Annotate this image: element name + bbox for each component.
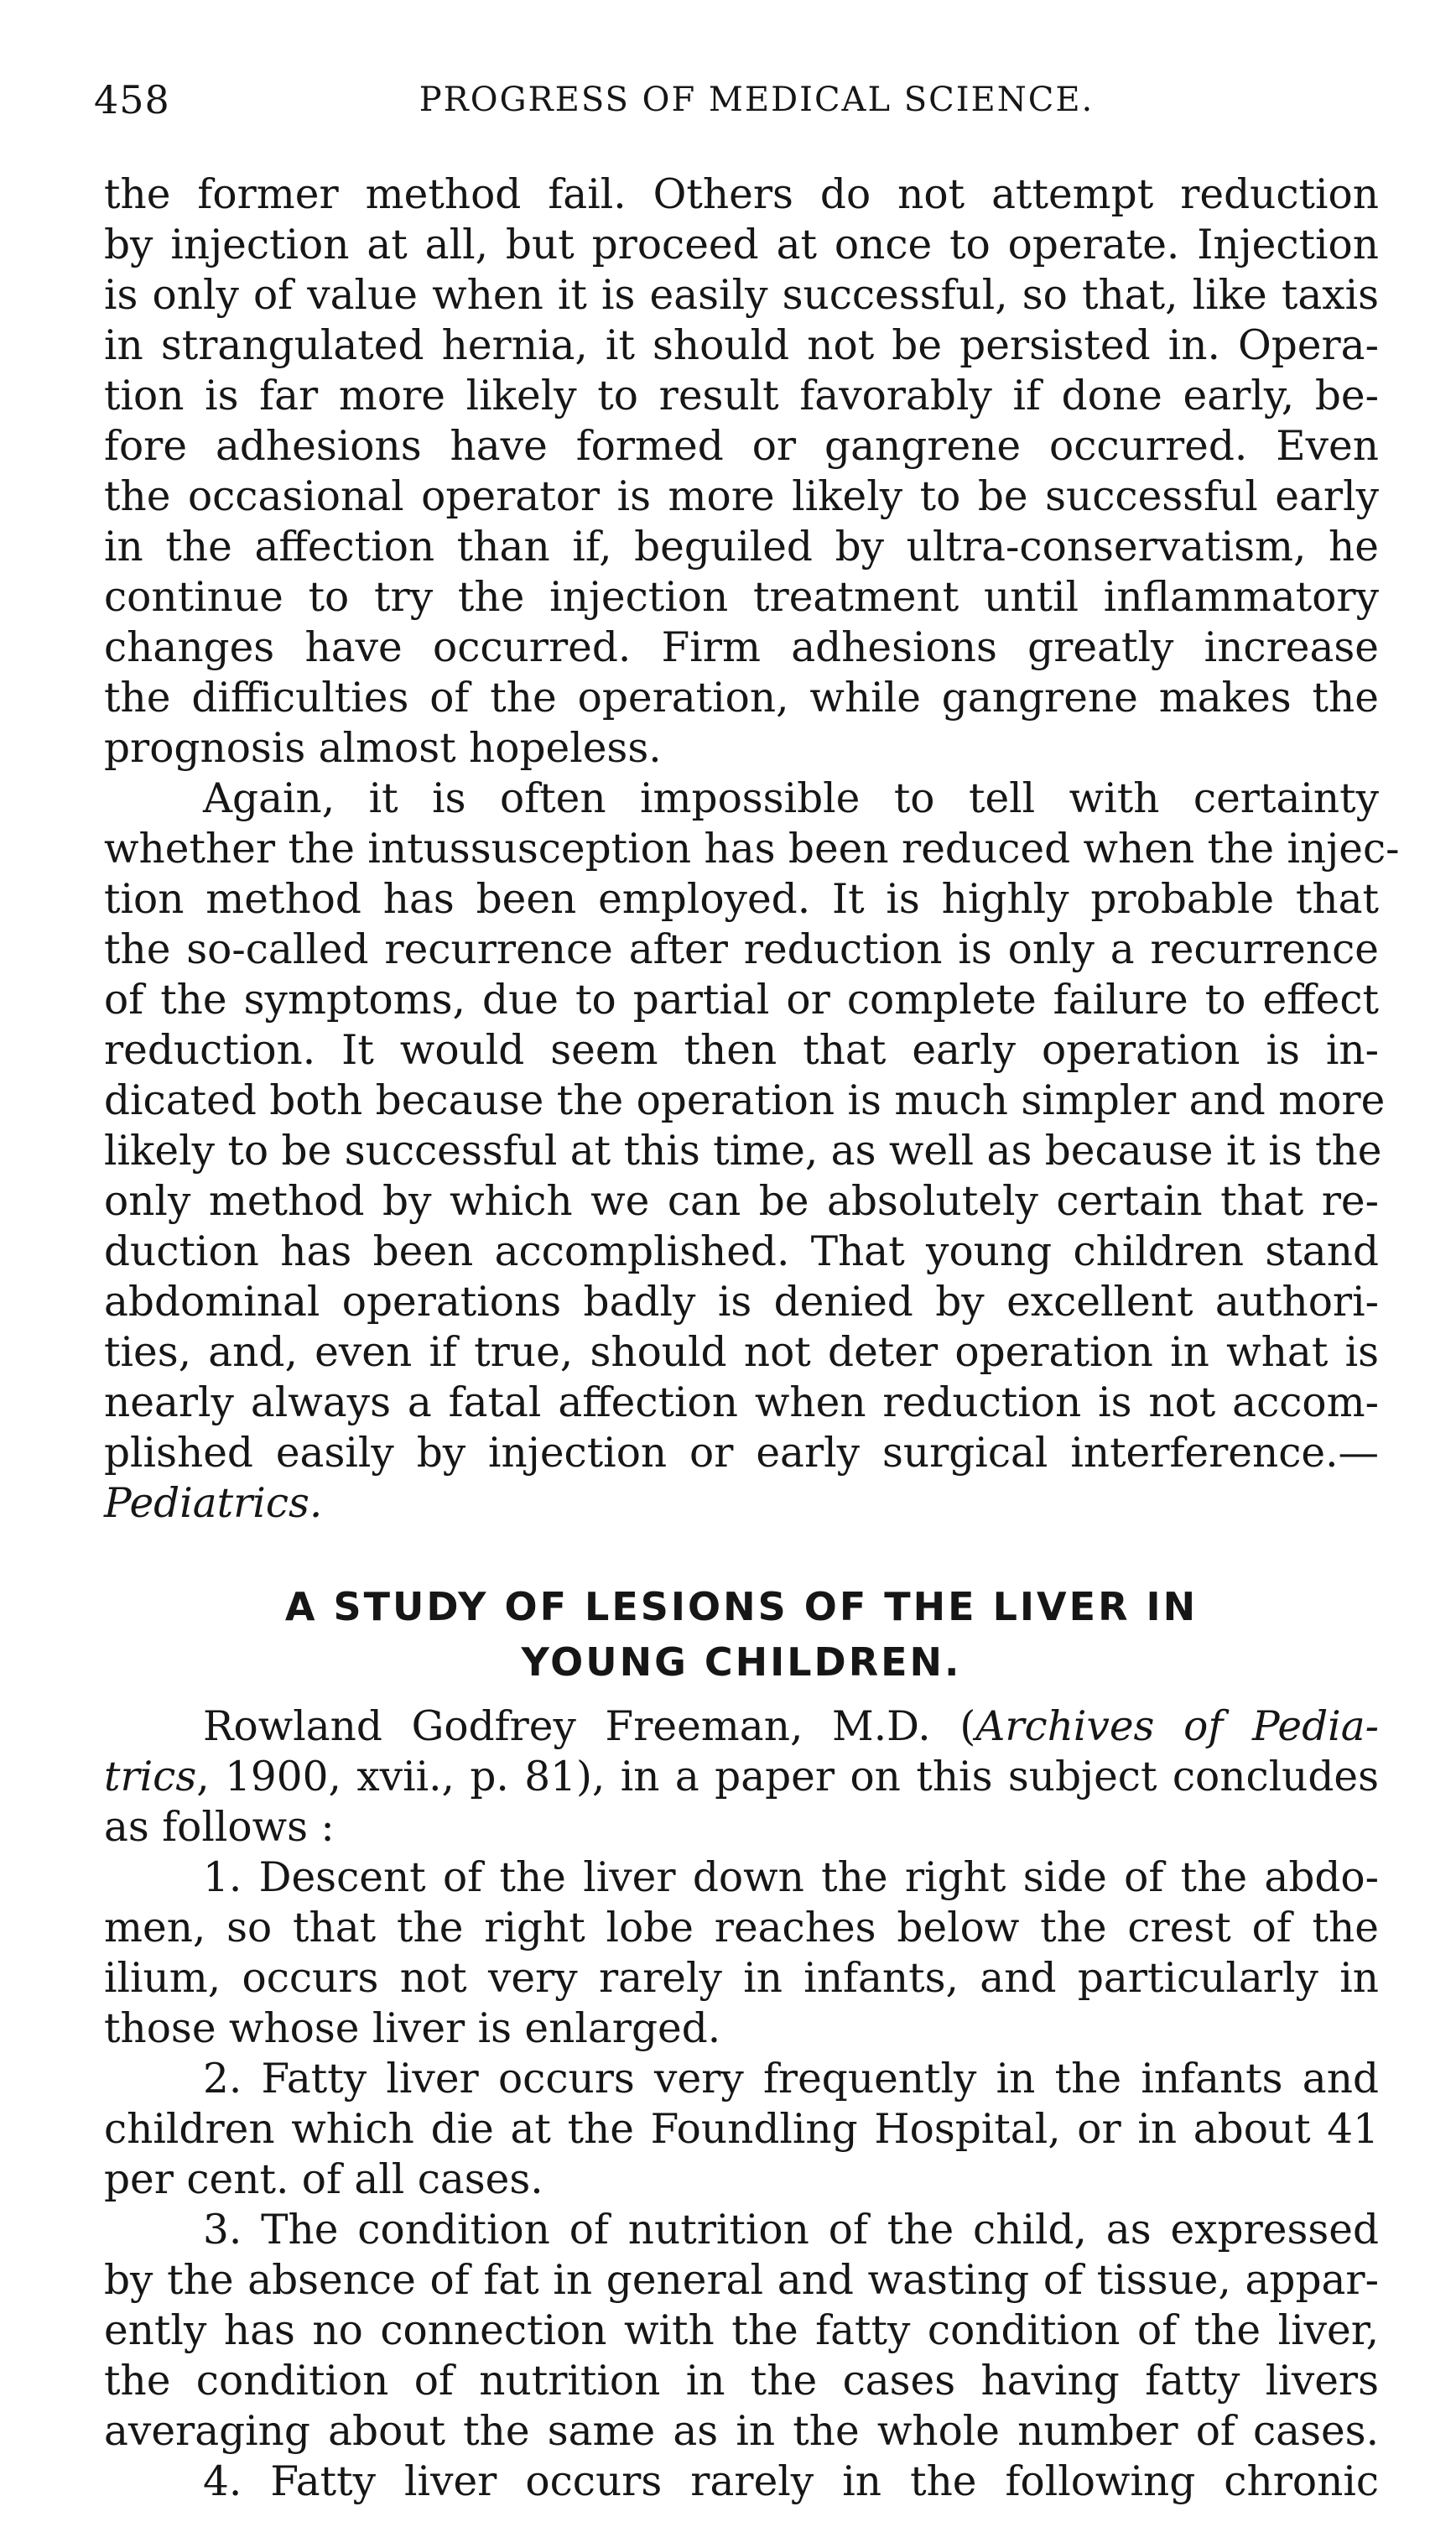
intro-text: , 1900, xvii., p. 81), in a paper on this subject concludes [196,1753,1379,1800]
list-item-3 [104,2205,1379,2457]
section-heading-line: YOUNG CHILDREN. [521,1639,962,1685]
section-heading-line: A STUDY OF LESIONS OF THE LIVER IN [284,1584,1199,1629]
text-line: tion is far more likely to result favorably if done early, be- [104,373,1379,419]
text-line: reduction. It would seem then that early operation is in- [104,1027,1379,1074]
list-item-1 [104,1852,1379,2054]
page-number: 458 [94,77,170,122]
journal-title: Archives of Pedia- [975,1703,1379,1750]
text-line: as follows : [104,1804,335,1851]
text-line: in the affection than if, beguiled by ultra-conservatism, he [104,524,1379,571]
text-line: Again, it is often impossible to tell with certainty [203,775,1379,822]
text-line: the occasional operator is more likely to be successful early [104,473,1379,520]
text-line: changes have occurred. Firm adhesions greatly increase [104,624,1379,671]
journal-title: trics [104,1753,197,1800]
text-line: ently has no connection with the fatty condition of the liver, [104,2307,1379,2354]
text-line: only method by which we can be absolutely certain that re- [104,1178,1379,1225]
text-line: 1. Descent of the liver down the right side of the abdo- [203,1854,1379,1901]
text-line: the former method fail. Others do not attempt reduction [104,171,1379,218]
text-line [104,1701,1379,1752]
list-item-2 [104,2054,1379,2205]
text-line: the difficulties of the operation, while gangrene makes the [104,675,1379,722]
running-head [94,77,1419,128]
text-line: abdominal operations badly is denied by excellent authori- [104,1279,1379,1326]
text-line: the so-called recurrence after reduction is only a recurrence [104,926,1379,973]
text-line: ties, and, even if true, should not deter operation in what is [104,1329,1379,1376]
body-text-bottom [104,1701,1379,2507]
section-heading [104,1579,1379,1690]
text-line: by injection at all, but proceed at once to operate. Injection [104,221,1379,268]
text-line: whether the intussusception has been reduced when the injec- [104,826,1400,873]
text-line: of the symptoms, due to partial or complete failure to effect [104,977,1379,1024]
paragraph-intro [104,1701,1379,1852]
text-line: ilium, occurs not very rarely in infants, and particularly in [104,1955,1379,2002]
text-line [104,1752,1379,1802]
text-line: per cent. of all cases. [104,2156,543,2203]
text-line: plished easily by injection or early surgical interference.— [104,1430,1379,1477]
text-line: in strangulated hernia, it should not be persisted in. Opera- [104,322,1379,369]
paragraph-reduction-methods [104,169,1379,774]
text-line: likely to be successful at this time, as well as because it is the [104,1128,1382,1175]
text-line: 3. The condition of nutrition of the child, as expressed [203,2207,1379,2254]
text-line: the condition of nutrition in the cases having fatty livers [104,2358,1379,2405]
text-line: men, so that the right lobe reaches below the crest of the [104,1904,1379,1951]
text-line: is only of value when it is easily successful, so that, like taxis [104,272,1379,319]
text-line: tion method has been employed. It is highly probable that [104,876,1379,923]
text-line: averaging about the same as in the whole number of cases. [104,2408,1379,2455]
intro-text: Rowland Godfrey Freeman, M.D. ( [203,1703,976,1750]
text-line: prognosis almost hopeless. [104,725,662,772]
text-line: children which die at the Foundling Hospital, or in about 41 [104,2106,1379,2153]
text-line: nearly always a fatal affection when reduction is not accom- [104,1379,1379,1426]
text-line: those whose liver is enlarged. [104,2005,721,2052]
text-line: fore adhesions have formed or gangrene occurred. Even [104,423,1379,470]
text-line: continue to try the injection treatment until inflammatory [104,574,1379,621]
source-citation: Pediatrics. [104,1480,323,1527]
paragraph-early-operation [104,774,1400,1529]
text-line: 4. Fatty liver occurs rarely in the following chronic [203,2458,1379,2505]
text-line: 2. Fatty liver occurs very frequently in the infants and [203,2056,1379,2102]
text-line: duction has been accomplished. That young children stand [104,1228,1379,1275]
list-item-4 [104,2457,1379,2507]
text-line: by the absence of fat in general and wasting of tissue, appar- [104,2257,1379,2304]
text-line: dicated both because the operation is much simpler and more [104,1077,1386,1124]
running-title: PROGRESS OF MEDICAL SCIENCE. [419,81,1095,119]
body-text-top [104,169,1400,1529]
